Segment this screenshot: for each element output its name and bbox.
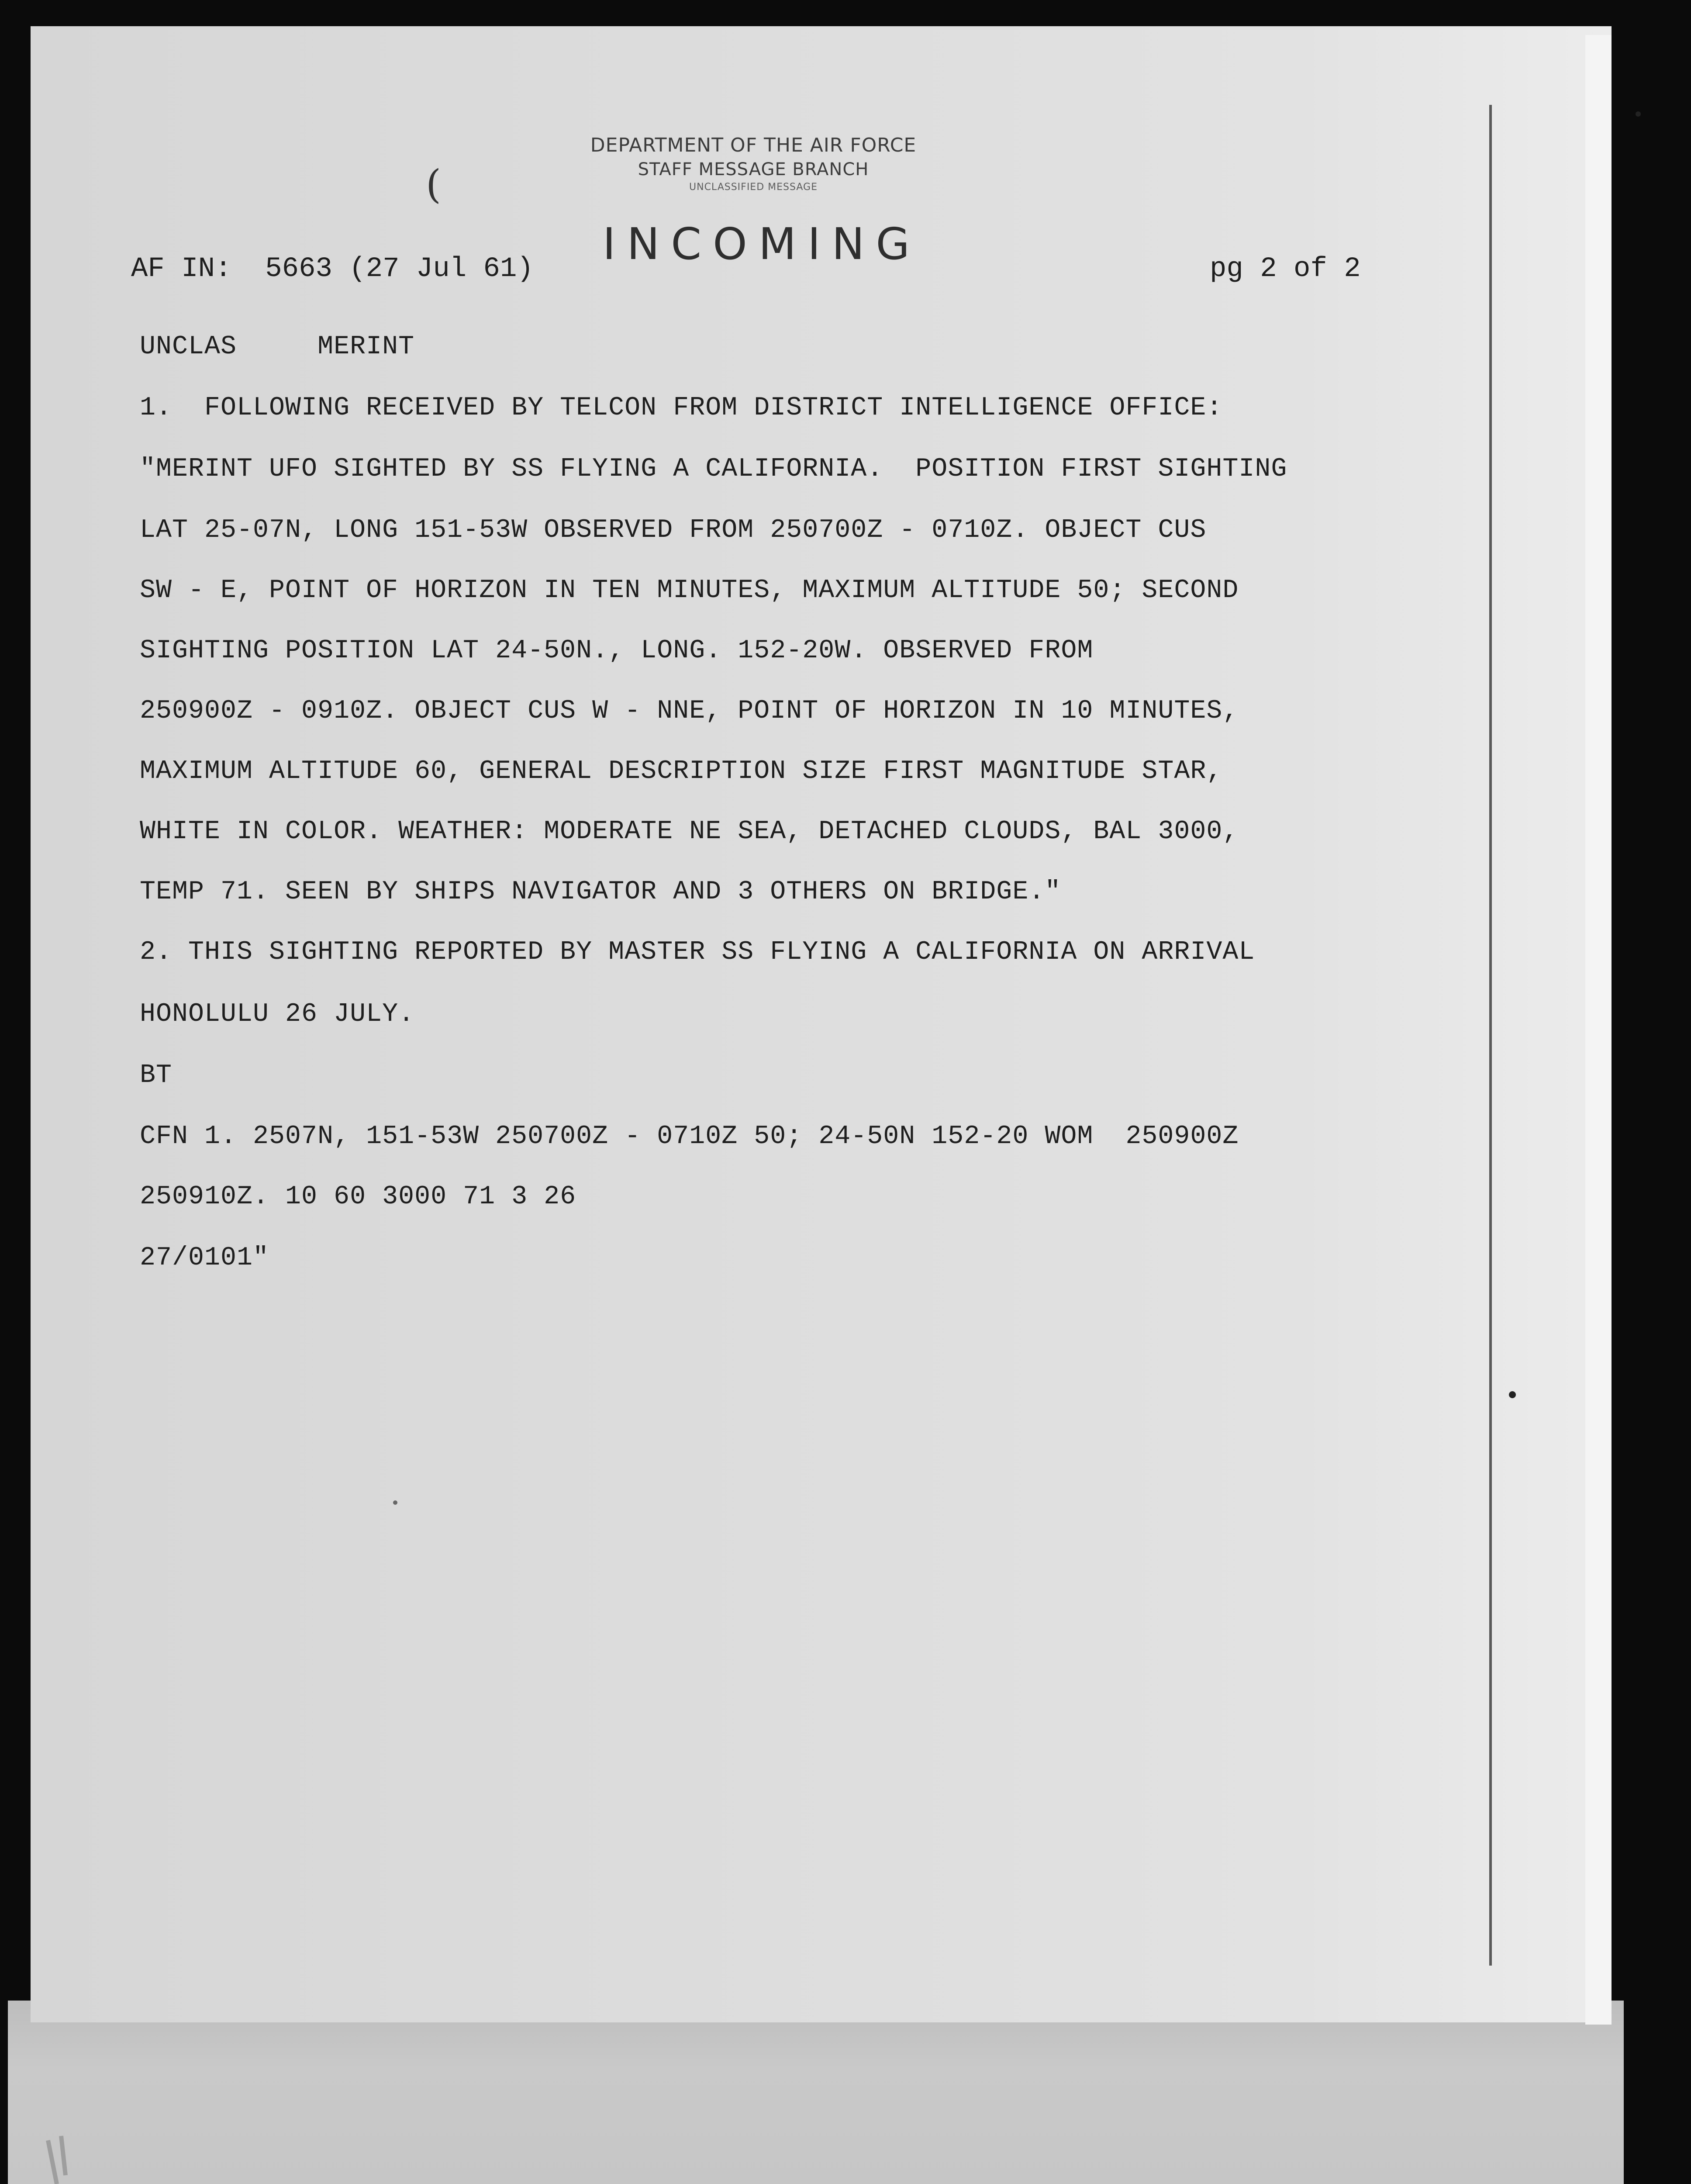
stamp-classification: UNCLASSIFIED MESSAGE xyxy=(689,182,818,193)
af-in-number: AF IN: 5663 (27 Jul 61) xyxy=(131,253,534,285)
message-line: SW - E, POINT OF HORIZON IN TEN MINUTES, MAXIMUM ALTITUDE 50; SECOND xyxy=(140,576,1239,605)
handwritten-mark xyxy=(31,2132,135,2184)
page-number: pg 2 of 2 xyxy=(1210,253,1361,285)
dtg-line: 27/0101" xyxy=(140,1243,269,1273)
message-line: WHITE IN COLOR. WEATHER: MODERATE NE SEA, DETACHED CLOUDS, BAL 3000, xyxy=(140,817,1239,847)
speck xyxy=(1509,1391,1516,1398)
message-line: SIGHTING POSITION LAT 24-50N., LONG. 152-20W. OBSERVED FROM xyxy=(140,636,1094,666)
classification-line: UNCLAS MERINT xyxy=(140,332,415,362)
incoming-stamp: INCOMING xyxy=(603,218,921,270)
break-line: BT xyxy=(140,1061,173,1090)
message-line: "MERINT UFO SIGHTED BY SS FLYING A CALIFORNIA. POSITION FIRST SIGHTING xyxy=(140,454,1287,484)
message-line: HONOLULU 26 JULY. xyxy=(140,999,415,1029)
cfn-line: 250910Z. 10 60 3000 71 3 26 xyxy=(140,1182,576,1212)
stamp-department: DEPARTMENT OF THE AIR FORCE xyxy=(590,134,917,156)
message-line: 250900Z - 0910Z. OBJECT CUS W - NNE, POINT OF HORIZON IN 10 MINUTES, xyxy=(140,696,1239,726)
speck xyxy=(393,1500,397,1505)
department-stamp xyxy=(546,133,961,194)
message-line: 2. THIS SIGHTING REPORTED BY MASTER SS FLYING A CALIFORNIA ON ARRIVAL xyxy=(140,937,1255,967)
backing-sheet xyxy=(8,2001,1624,2184)
message-line: 1. FOLLOWING RECEIVED BY TELCON FROM DISTRICT INTELLIGENCE OFFICE: xyxy=(140,393,1223,423)
sheet-edge xyxy=(1585,35,1612,2025)
speck xyxy=(1636,111,1641,117)
margin-rule xyxy=(1489,105,1492,1966)
message-line: TEMP 71. SEEN BY SHIPS NAVIGATOR AND 3 OTHERS ON BRIDGE." xyxy=(140,877,1061,907)
message-line: MAXIMUM ALTITUDE 60, GENERAL DESCRIPTION SIZE FIRST MAGNITUDE STAR, xyxy=(140,757,1223,786)
message-line: LAT 25-07N, LONG 151-53W OBSERVED FROM 250700Z - 0710Z. OBJECT CUS xyxy=(140,515,1207,545)
stamp-branch: STAFF MESSAGE BRANCH xyxy=(638,159,869,180)
paren-mark: ( xyxy=(426,162,442,207)
cfn-line: CFN 1. 2507N, 151-53W 250700Z - 0710Z 50; 24-50N 152-20 WOM 250900Z xyxy=(140,1122,1239,1151)
